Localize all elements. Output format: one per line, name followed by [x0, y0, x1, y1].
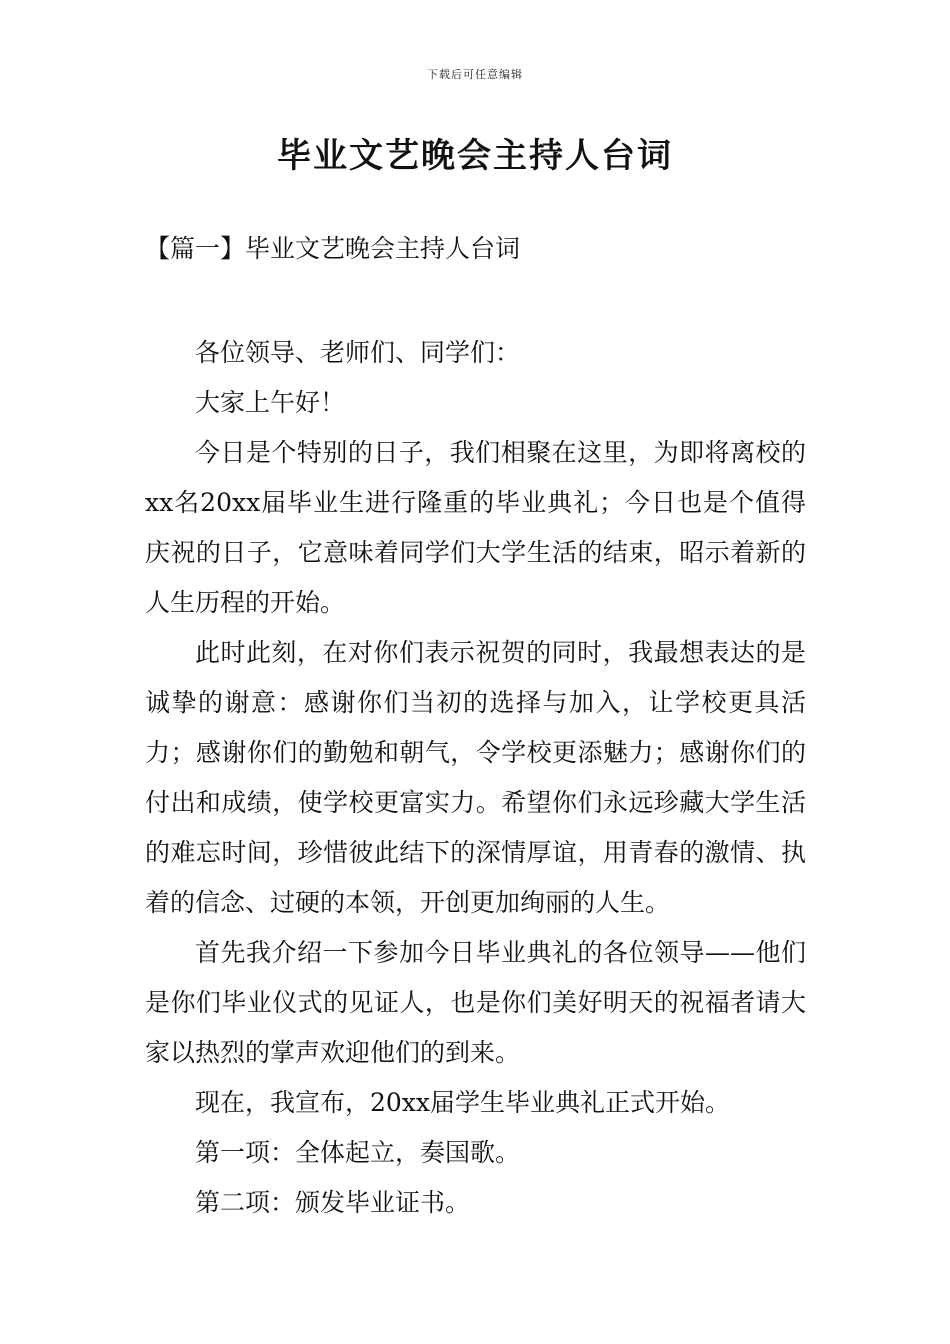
paragraph: 首先我介绍一下参加今日毕业典礼的各位领导——他们是你们毕业仪式的见证人，也是你们美好明天的祝福者请大家以热烈的掌声欢迎他们的到来。 [145, 938, 806, 1067]
paragraph-item: 第二项：颁发毕业证书。 [195, 1188, 471, 1217]
section-heading: 【篇一】毕业文艺晚会主持人台词 [145, 234, 521, 263]
document-title: 毕业文艺晚会主持人台词 [277, 136, 673, 176]
header-note: 下载后可任意编辑 [427, 68, 523, 81]
paragraph-greeting: 各位领导、老师们、同学们： [195, 338, 521, 367]
paragraph-salutation: 大家上午好！ [195, 388, 346, 417]
paragraph: 今日是个特别的日子，我们相聚在这里，为即将离校的xx名20xx届毕业生进行隆重的毕业典礼；今日也是个值得庆祝的日子，它意味着同学们大学生活的结束，昭示着新的人生历程的开始。 [145, 438, 806, 617]
paragraph: 此时此刻，在对你们表示祝贺的同时，我最想表达的是诚挚的谢意：感谢你们当初的选择与加入，让学校更具活力；感谢你们的勤勉和朝气，令学校更添魅力；感谢你们的付出和成绩，使学校更富实力。希望你们永远珍藏大学生活的难忘时间，珍惜彼此结下的深情厚谊，用青春的激情、执着的信念、过硬的本领，开创更加绚丽的人生。 [145, 638, 806, 917]
document-body [145, 328, 806, 1228]
paragraph-item: 第一项：全体起立，奏国歌。 [195, 1138, 521, 1167]
paragraph: 现在，我宣布，20xx届学生毕业典礼正式开始。 [195, 1088, 731, 1117]
